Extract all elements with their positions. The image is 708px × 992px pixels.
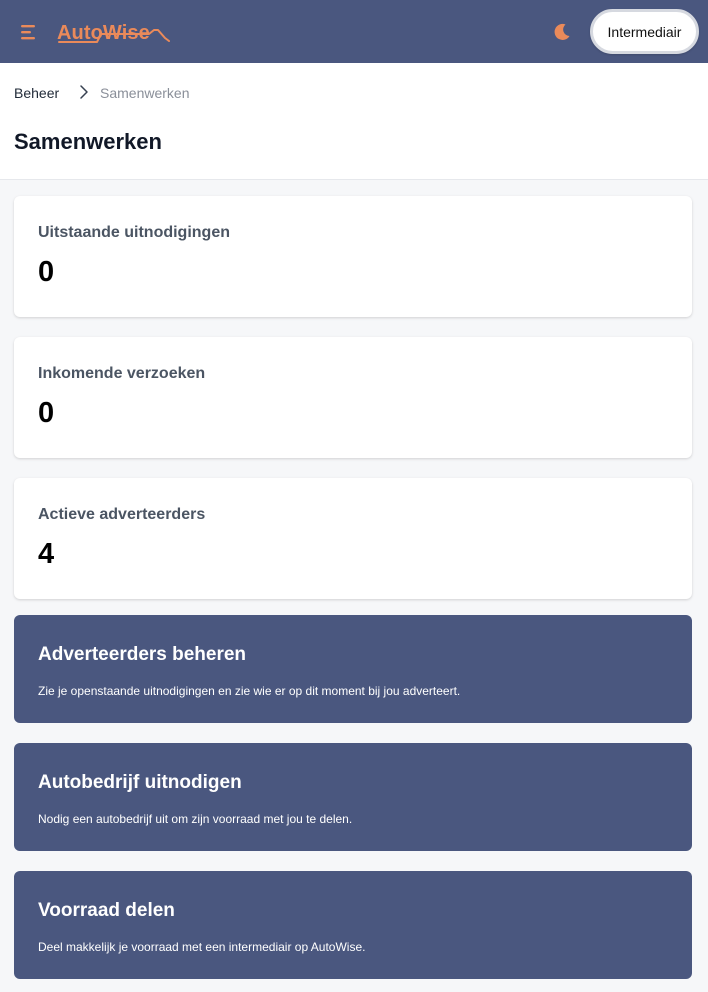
manage-advertisers-card[interactable]: [14, 615, 692, 723]
invite-dealer-card[interactable]: [14, 743, 692, 851]
stat-label: Inkomende verzoeken: [38, 365, 206, 382]
action-title: Voorraad delen: [38, 900, 175, 921]
stat-card-active-advertisers: [14, 478, 692, 599]
chevron-right-icon: [78, 83, 90, 101]
logo-text: AutoWise: [57, 21, 150, 44]
role-switch-button[interactable]: Intermediair: [590, 9, 699, 54]
action-description: Nodig een autobedrijf uit om zijn voorraad met jou te delen.: [38, 812, 353, 826]
stat-label: Actieve adverteerders: [38, 506, 206, 523]
action-description: Zie je openstaande uitnodigingen en zie wie er op dit moment bij jou adverteert.: [38, 684, 461, 698]
breadcrumb-current: Samenwerken: [100, 85, 190, 101]
stat-value: 0: [38, 397, 55, 429]
action-title: Autobedrijf uitnodigen: [38, 772, 242, 793]
stat-card-incoming-requests: [14, 337, 692, 458]
breadcrumb-root-link[interactable]: Beheer: [14, 85, 60, 101]
menu-icon[interactable]: [19, 22, 41, 42]
stat-card-pending-invitations: [14, 196, 692, 317]
top-navigation-bar: [0, 0, 708, 63]
moon-icon[interactable]: [552, 22, 572, 42]
stat-value: 4: [38, 538, 55, 570]
page-header: [0, 63, 708, 180]
autowise-logo[interactable]: [57, 17, 150, 49]
action-title: Adverteerders beheren: [38, 644, 247, 665]
action-description: Deel makkelijk je voorraad met een intermediair op AutoWise.: [38, 940, 366, 954]
share-inventory-card[interactable]: [14, 871, 692, 979]
stat-value: 0: [38, 256, 55, 288]
page-title: Samenwerken: [14, 129, 162, 154]
stat-label: Uitstaande uitnodigingen: [38, 224, 230, 241]
